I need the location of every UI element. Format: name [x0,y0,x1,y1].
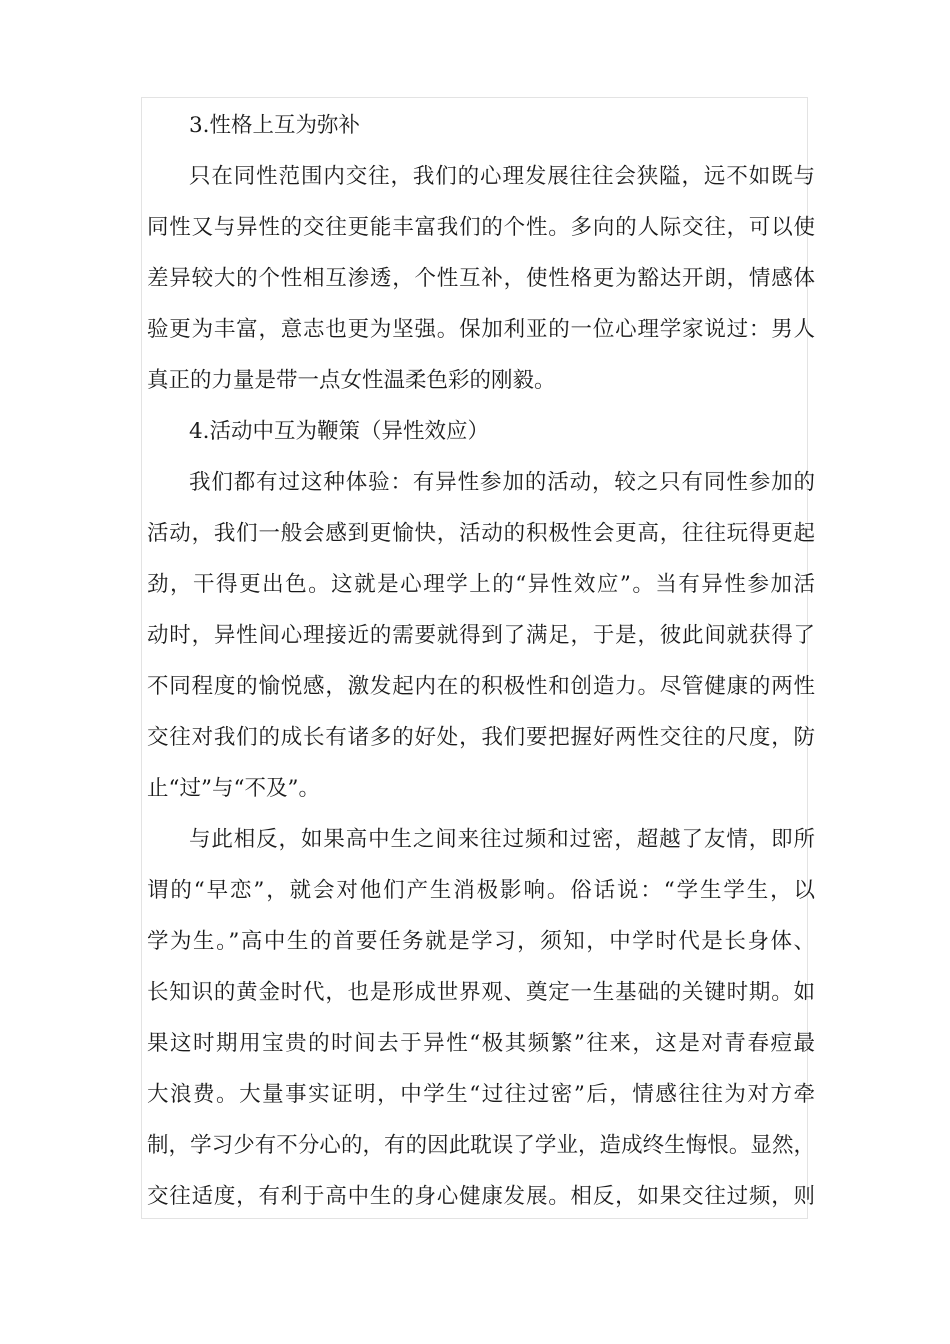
paragraph-line: 交往对我们的成长有诸多的好处，我们要把握好两性交往的尺度，防 [147,725,815,750]
paragraph-line: 只在同性范围内交往，我们的心理发展往往会狭隘，远不如既与 [189,164,815,189]
paragraph-line: 学为生。”高中生的首要任务就是学习，须知，中学时代是长身体、 [147,929,815,954]
paragraph-line: 同性又与异性的交往更能丰富我们的个性。多向的人际交往，可以使 [147,215,815,240]
paragraph-line: 差异较大的个性相互渗透，个性互补，使性格更为豁达开朗，情感体 [147,266,815,291]
section-heading-3: 3.性格上互为弥补 [189,113,361,138]
paragraph-line: 制，学习少有不分心的，有的因此耽误了学业，造成终生悔恨。显然， [147,1133,815,1158]
paragraph-line: 大浪费。大量事实证明，中学生“过往过密”后，情感往往为对方牵 [147,1082,815,1107]
paragraph-line: 我们都有过这种体验：有异性参加的活动，较之只有同性参加的 [189,470,815,495]
section-heading-4: 4.活动中互为鞭策（异性效应） [189,419,490,444]
paragraph-line: 谓的“早恋”，就会对他们产生消极影响。俗话说：“学生学生，以 [147,878,815,903]
paragraph-line: 动时，异性间心理接近的需要就得到了满足，于是，彼此间就获得了 [147,623,815,648]
paragraph-line: 止“过”与“不及”。 [147,776,320,801]
paragraph-line: 交往适度，有利于高中生的身心健康发展。相反，如果交往过频，则 [147,1184,815,1209]
paragraph-line: 长知识的黄金时代，也是形成世界观、奠定一生基础的关键时期。如 [147,980,815,1005]
paragraph-line: 果这时期用宝贵的时间去于异性“极其频繁”往来，这是对青春痘最 [147,1031,815,1056]
paragraph-line: 劲，干得更出色。这就是心理学上的“异性效应”。当有异性参加活 [147,572,815,597]
paragraph-line: 不同程度的愉悦感，激发起内在的积极性和创造力。尽管健康的两性 [147,674,815,699]
paragraph-line: 真正的力量是带一点女性温柔色彩的刚毅。 [147,368,556,393]
paragraph-line: 验更为丰富，意志也更为坚强。保加利亚的一位心理学家说过：男人 [147,317,815,342]
paragraph-line: 活动，我们一般会感到更愉快，活动的积极性会更高，往往玩得更起 [147,521,815,546]
document-body [147,100,815,1222]
paragraph-line: 与此相反，如果高中生之间来往过频和过密，超越了友情，即所 [189,827,815,852]
